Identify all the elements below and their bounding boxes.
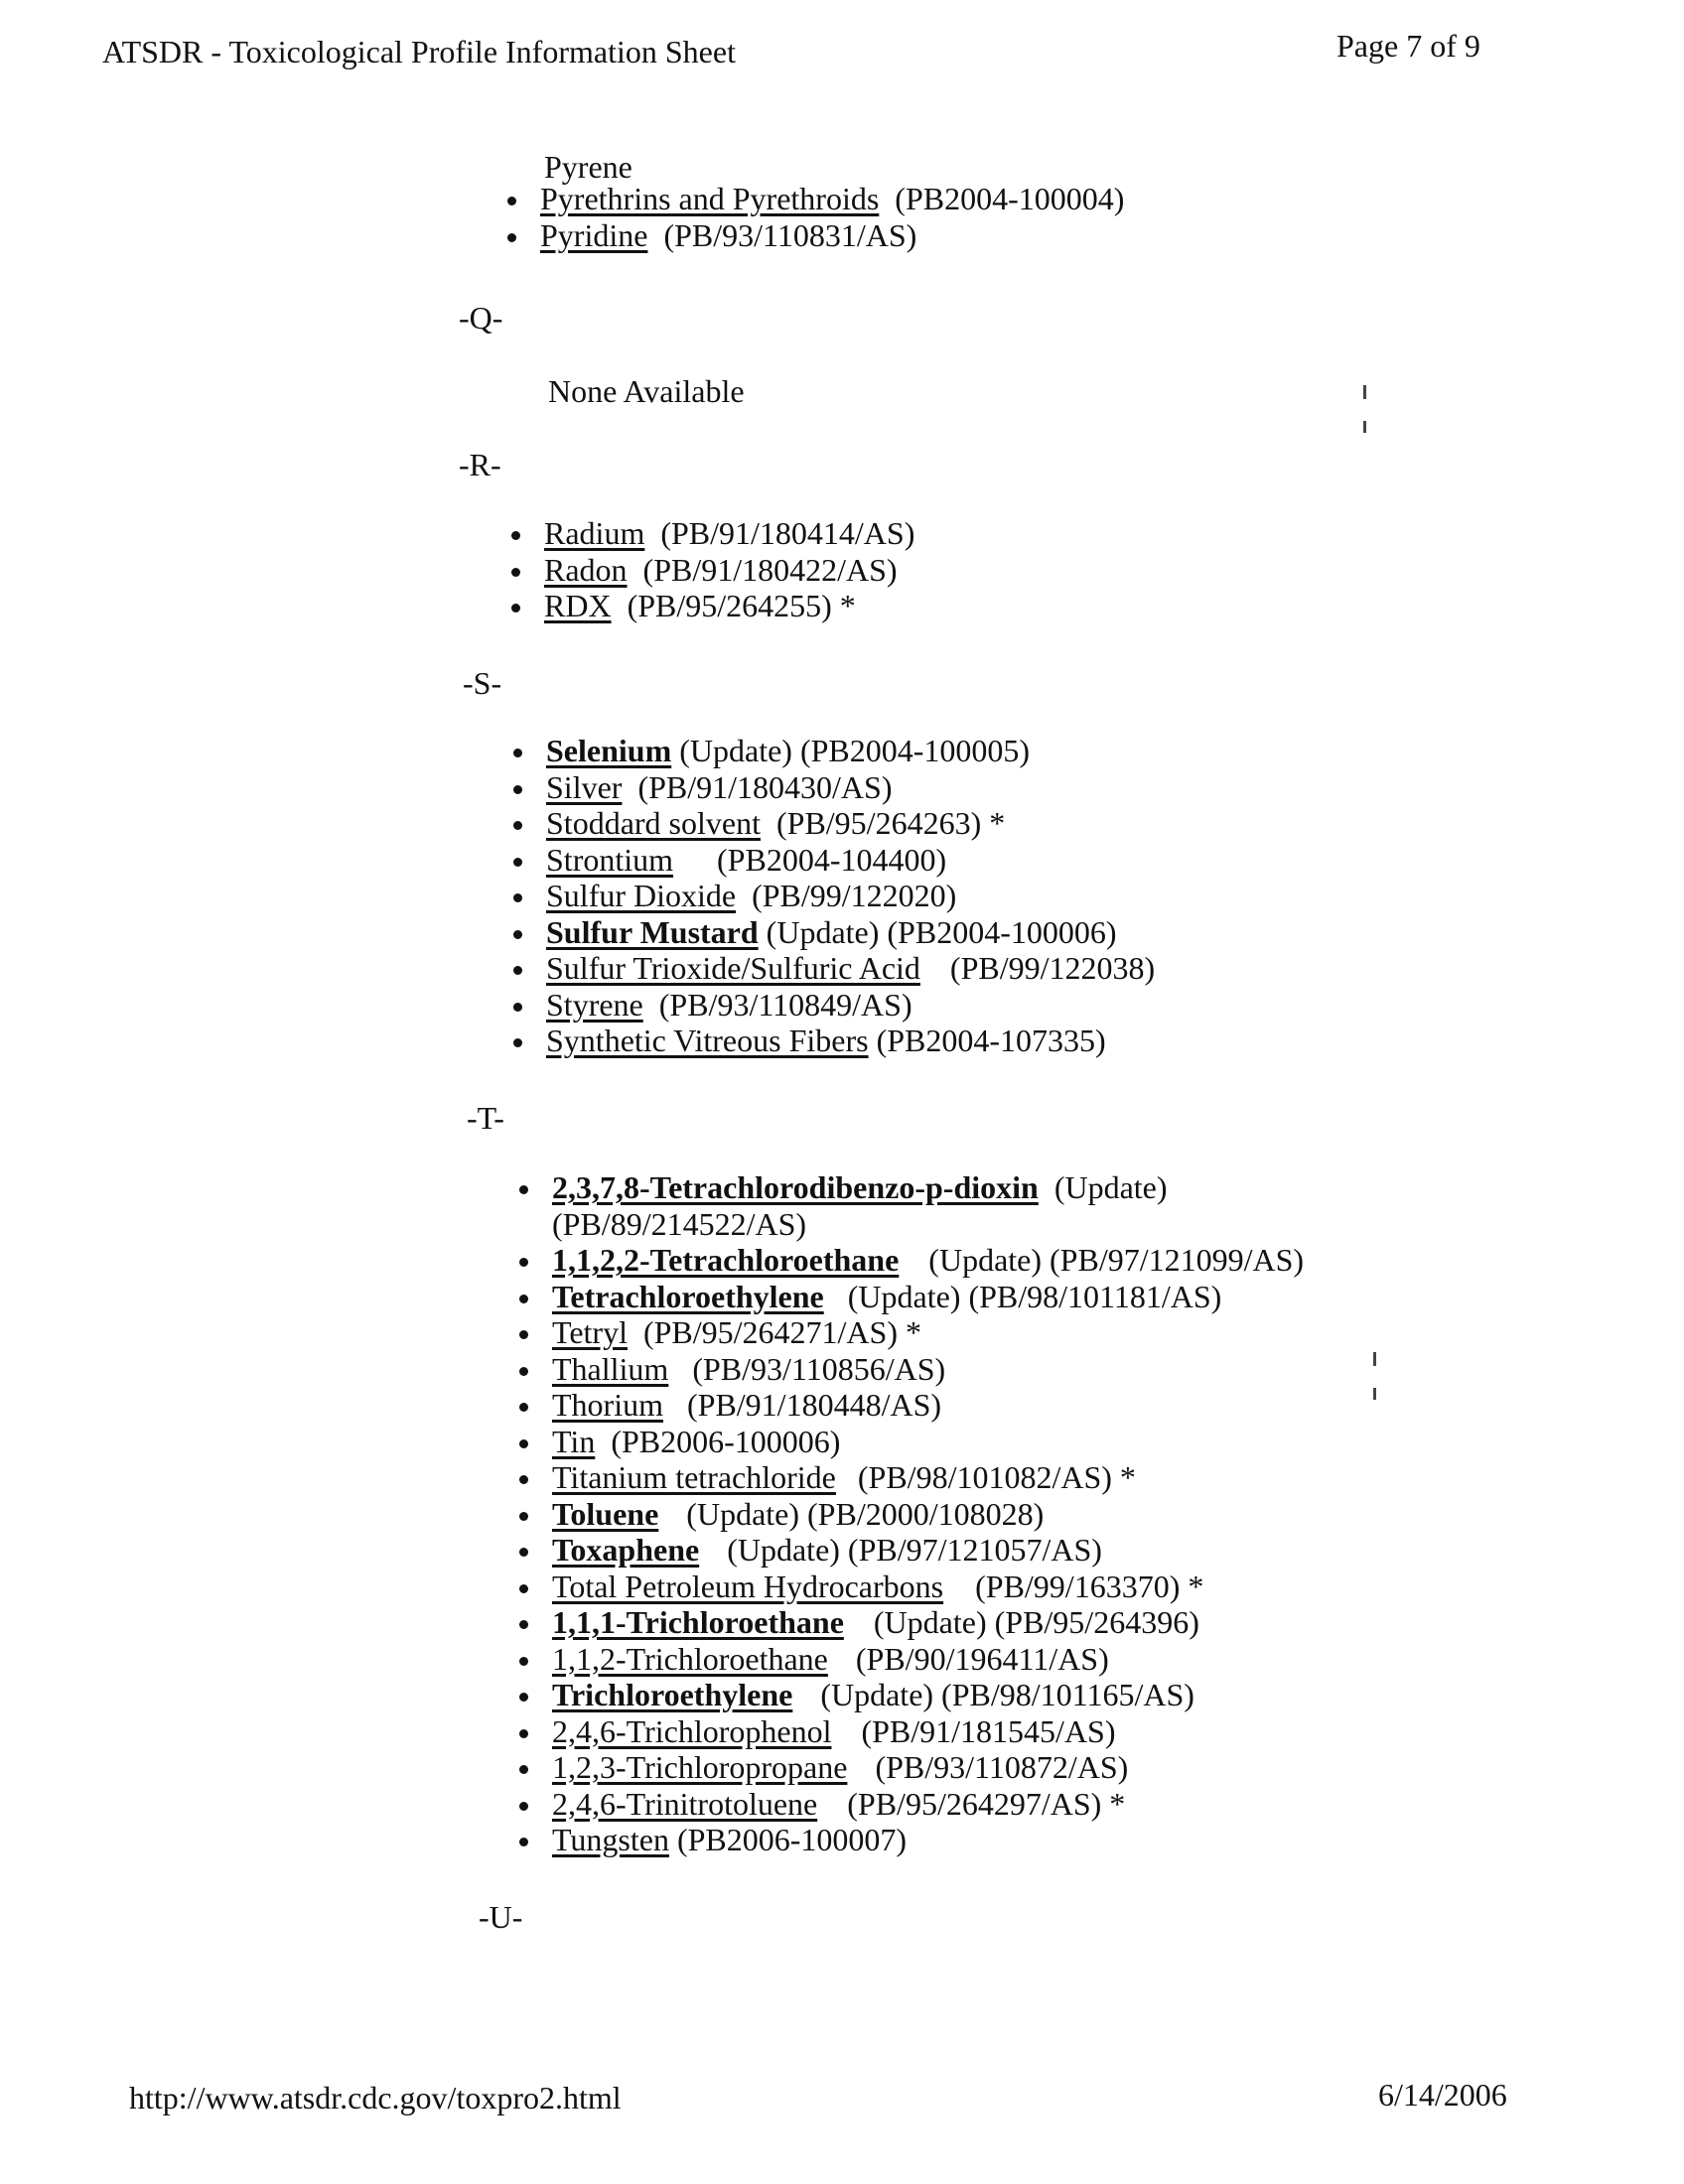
list-item xyxy=(516,1424,1304,1460)
profile-link[interactable]: Sulfur Dioxide xyxy=(546,878,737,913)
section-letter-q: -Q- xyxy=(459,300,503,336)
document-header-title: ATSDR - Toxicological Profile Information Sheet xyxy=(102,34,736,69)
p-items-list xyxy=(504,181,1124,253)
list-item xyxy=(516,1387,1304,1424)
item-detail: (PB/91/180414/AS) xyxy=(660,515,915,551)
item-detail: (PB/99/122038) xyxy=(949,950,1156,986)
list-item xyxy=(516,1677,1304,1713)
item-detail: (PB/98/101082/AS) * xyxy=(857,1459,1136,1495)
item-detail: (PB2006-100007) xyxy=(676,1822,908,1857)
item-detail: (PB/93/110849/AS) xyxy=(658,986,912,1023)
list-item xyxy=(508,515,914,552)
list-item xyxy=(508,552,914,589)
list-item xyxy=(510,987,1155,1024)
scan-mark xyxy=(1373,1352,1376,1366)
profile-link[interactable]: Selenium xyxy=(546,733,672,768)
item-detail: (PB2004-100004) xyxy=(895,181,1125,216)
item-detail: (Update) (PB/98/101165/AS) xyxy=(820,1677,1194,1712)
profile-link[interactable]: Tetryl xyxy=(552,1314,628,1350)
item-detail: (PB/93/110872/AS) xyxy=(875,1749,1129,1785)
list-item xyxy=(516,1569,1304,1605)
profile-link[interactable]: Stoddard solvent xyxy=(546,805,761,841)
list-item xyxy=(516,1314,1304,1351)
profile-link[interactable]: Tungsten xyxy=(552,1822,669,1857)
profile-link[interactable]: Silver xyxy=(546,768,623,805)
item-detail: (Update) (PB/97/121057/AS) xyxy=(727,1532,1102,1568)
list-item xyxy=(516,1713,1304,1750)
item-detail: (Update) xyxy=(1053,1169,1168,1205)
profile-link[interactable]: 2,4,6-Trinitrotoluene xyxy=(552,1785,818,1822)
none-available-text: None Available xyxy=(548,373,745,409)
profile-link[interactable]: Pyrethrins and Pyrethroids xyxy=(540,181,880,216)
s-items-list xyxy=(510,733,1155,1059)
list-item xyxy=(510,842,1155,879)
list-item xyxy=(516,1242,1304,1279)
item-detail: (Update) (PB/95/264396) xyxy=(873,1604,1199,1640)
list-item xyxy=(504,181,1124,217)
scan-mark xyxy=(1363,385,1366,399)
list-item xyxy=(516,1822,1304,1858)
item-detail: (PB2004-107335) xyxy=(876,1023,1106,1058)
profile-link[interactable]: 1,1,1-Trichloroethane xyxy=(552,1604,844,1640)
list-item xyxy=(516,1169,1304,1242)
profile-link[interactable]: Trichloroethylene xyxy=(552,1677,793,1712)
item-detail: (PB/91/180448/AS) xyxy=(686,1387,942,1423)
profile-link[interactable]: Titanium tetrachloride xyxy=(552,1459,836,1495)
list-item xyxy=(516,1351,1304,1388)
list-item xyxy=(516,1532,1304,1569)
profile-link[interactable]: Total Petroleum Hydrocarbons xyxy=(552,1568,944,1604)
profile-link[interactable]: 2,4,6-Trichlorophenol xyxy=(552,1712,832,1749)
item-detail: (PB/91/180430/AS) xyxy=(637,768,893,805)
list-item xyxy=(516,1496,1304,1533)
profile-link[interactable]: Tin xyxy=(552,1423,596,1459)
profile-link[interactable]: Sulfur Trioxide/Sulfuric Acid xyxy=(546,950,920,986)
item-detail: (PB/90/196411/AS) xyxy=(855,1640,1109,1677)
list-item xyxy=(510,914,1155,951)
list-item xyxy=(516,1459,1304,1496)
list-item xyxy=(510,1023,1155,1059)
scan-mark xyxy=(1363,421,1366,433)
list-item xyxy=(510,769,1155,806)
profile-link[interactable]: Thorium xyxy=(552,1387,663,1423)
item-detail: (Update) (PB2004-100006) xyxy=(766,913,1117,950)
profile-link[interactable]: 1,2,3-Trichloropropane xyxy=(552,1749,848,1785)
item-detail: (PB2004-104400) xyxy=(717,841,947,878)
profile-link[interactable]: Toluene xyxy=(552,1495,659,1532)
item-detail: (Update) (PB2004-100005) xyxy=(679,733,1031,768)
t-items-list xyxy=(516,1169,1304,1858)
item-detail: (PB/93/110831/AS) xyxy=(663,216,917,253)
list-item xyxy=(516,1279,1304,1315)
list-item xyxy=(504,217,1124,254)
list-item xyxy=(510,950,1155,987)
profile-link[interactable]: Strontium xyxy=(546,841,674,878)
item-detail: (PB/91/180422/AS) xyxy=(642,551,898,588)
item-detail: (Update) (PB/2000/108028) xyxy=(686,1495,1045,1532)
profile-link[interactable]: RDX xyxy=(544,588,612,623)
list-item xyxy=(516,1641,1304,1678)
profile-link[interactable]: 1,1,2-Trichloroethane xyxy=(552,1640,828,1677)
profile-link[interactable]: Thallium xyxy=(552,1350,669,1387)
list-item xyxy=(510,805,1155,842)
item-detail: (PB/95/264271/AS) * xyxy=(642,1314,921,1350)
section-letter-u: -U- xyxy=(479,1899,523,1935)
section-letter-t: -T- xyxy=(467,1100,504,1136)
list-item xyxy=(516,1786,1304,1823)
item-detail: (PB/91/181545/AS) xyxy=(861,1712,1116,1749)
section-letter-s: -S- xyxy=(463,665,502,701)
scan-mark xyxy=(1373,1388,1376,1400)
item-detail: (PB/99/163370) * xyxy=(975,1568,1204,1604)
profile-link[interactable]: Toxaphene xyxy=(552,1532,700,1568)
r-items-list xyxy=(508,515,914,624)
profile-link[interactable]: 2,3,7,8-Tetrachlorodibenzo-p-dioxin xyxy=(552,1169,1039,1205)
page-number: Page 7 of 9 xyxy=(1336,28,1480,64)
item-detail: (PB/93/110856/AS) xyxy=(692,1350,946,1387)
item-detail: (PB/95/264263) * xyxy=(775,805,1006,841)
list-item xyxy=(516,1604,1304,1641)
footer-url: http://www.atsdr.cdc.gov/toxpro2.html xyxy=(129,2080,622,2116)
item-detail: (PB2006-100006) xyxy=(611,1423,841,1459)
pyrene-entry: Pyrene xyxy=(544,149,632,185)
item-detail: (Update) (PB/97/121099/AS) xyxy=(928,1242,1305,1278)
list-item xyxy=(508,588,914,624)
list-item xyxy=(516,1749,1304,1786)
profile-link[interactable]: Radon xyxy=(544,551,628,588)
profile-link[interactable]: Tetrachloroethylene xyxy=(552,1278,824,1314)
list-item xyxy=(510,733,1155,769)
profile-link[interactable]: Pyridine xyxy=(540,216,648,253)
item-detail: (Update) (PB/98/101181/AS) xyxy=(847,1278,1222,1314)
profile-link[interactable]: 1,1,2,2-Tetrachloroethane xyxy=(552,1242,900,1278)
profile-link[interactable]: Synthetic Vitreous Fibers xyxy=(546,1023,869,1058)
profile-link[interactable]: Sulfur Mustard xyxy=(546,913,759,950)
item-detail: (PB/95/264297/AS) * xyxy=(847,1785,1126,1822)
section-letter-r: -R- xyxy=(459,447,501,482)
item-detail: (PB/99/122020) xyxy=(752,878,957,913)
item-detail: (PB/95/264255) * xyxy=(627,588,856,623)
item-detail-continued: (PB/89/214522/AS) xyxy=(552,1205,807,1242)
profile-link[interactable]: Styrene xyxy=(546,986,643,1023)
profile-link[interactable]: Radium xyxy=(544,515,645,551)
footer-date: 6/14/2006 xyxy=(1378,2077,1507,2113)
list-item xyxy=(510,878,1155,914)
